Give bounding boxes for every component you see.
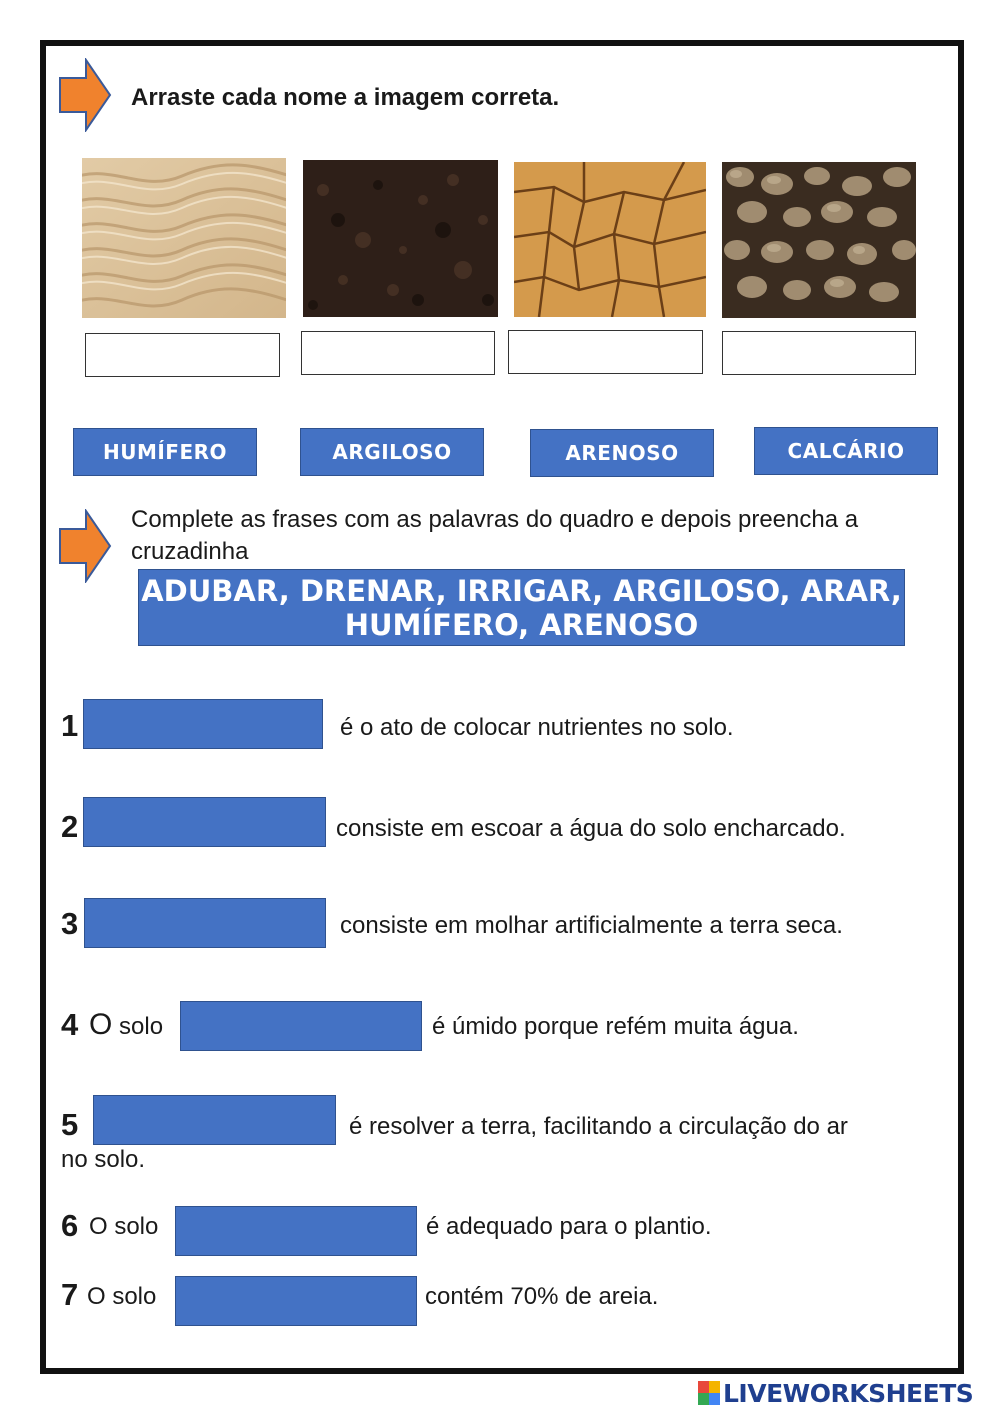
- sentence-number: 3: [61, 906, 79, 941]
- sentence-text: é resolver a terra, facilitando a circulação do ar: [349, 1113, 848, 1140]
- drop-box-1[interactable]: [85, 333, 280, 377]
- chip-humifero[interactable]: HUMÍFERO: [73, 428, 257, 476]
- limestone-gravel-image: [722, 162, 916, 318]
- sentence-prefix: O solo: [89, 1213, 159, 1240]
- sentence-text: é adequado para o plantio.: [426, 1213, 712, 1240]
- answer-field-4[interactable]: [180, 1001, 422, 1051]
- prefix-solo: solo: [119, 1013, 164, 1040]
- word-bank: [138, 569, 905, 646]
- sentence-number: 5: [61, 1107, 79, 1142]
- logo-text: LIVEWORKSHEETS: [723, 1378, 974, 1408]
- chip-calcario[interactable]: CALCÁRIO: [754, 427, 938, 475]
- instruction-drag: Arraste cada nome a imagem correta.: [131, 84, 560, 111]
- answer-field-3[interactable]: [84, 898, 326, 948]
- answer-field-2[interactable]: [83, 797, 326, 847]
- word-bank-line-1: ADUBAR, DRENAR, IRRIGAR, ARGILOSO, ARAR,: [141, 574, 902, 608]
- drop-box-2[interactable]: [301, 331, 495, 375]
- sand-dunes-image: [82, 158, 286, 318]
- sentence-number: 1: [61, 708, 79, 743]
- logo-icon: [698, 1381, 720, 1405]
- arrow-right-icon: [58, 58, 112, 132]
- sentence-text: é úmido porque refém muita água.: [432, 1013, 799, 1040]
- sentence-continuation: no solo.: [61, 1146, 146, 1173]
- liveworksheets-logo: [698, 1378, 973, 1408]
- sentence-number: 4: [61, 1007, 79, 1042]
- instruction-complete: Complete as frases com as palavras do quadro e depois preencha a cruzadinha: [131, 506, 859, 565]
- sentence-text: consiste em escoar a água do solo encharcado.: [336, 815, 846, 842]
- answer-field-5[interactable]: [93, 1095, 336, 1145]
- answer-field-1[interactable]: [83, 699, 323, 749]
- sentence-number: 7: [61, 1277, 79, 1312]
- drop-box-3[interactable]: [508, 330, 703, 374]
- arrow-right-icon: [58, 509, 112, 583]
- chip-argiloso[interactable]: ARGILOSO: [300, 428, 484, 476]
- sentence-text: contém 70% de areia.: [425, 1283, 659, 1310]
- cracked-clay-soil-image: [514, 162, 706, 317]
- sentence-text: consiste em molhar artificialmente a terra seca.: [340, 912, 843, 939]
- sentence-prefix: [89, 1008, 163, 1042]
- answer-field-7[interactable]: [175, 1276, 417, 1326]
- sentence-number: 6: [61, 1208, 79, 1243]
- drop-box-4[interactable]: [722, 331, 916, 375]
- prefix-o: O: [89, 1008, 113, 1041]
- chip-arenoso[interactable]: ARENOSO: [530, 429, 714, 477]
- sentence-prefix: O solo: [87, 1283, 157, 1310]
- answer-field-6[interactable]: [175, 1206, 417, 1256]
- sentence-number: 2: [61, 809, 79, 844]
- dark-humus-soil-image: [303, 160, 498, 317]
- sentence-text: é o ato de colocar nutrientes no solo.: [340, 714, 734, 741]
- word-bank-line-2: HUMÍFERO, ARENOSO: [344, 608, 699, 642]
